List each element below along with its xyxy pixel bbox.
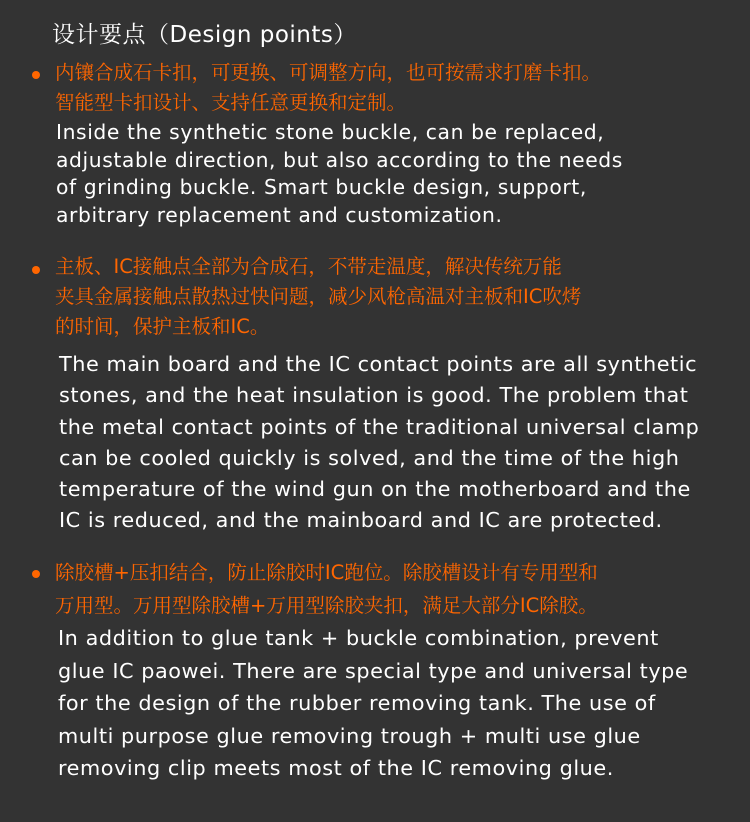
bullet-dot-icon — [32, 71, 40, 79]
chinese-line: 夹具金属接触点散热过快问题，减少风枪高温对主板和IC吹烤 — [55, 285, 582, 308]
english-line: The main board and the IC contact points are all synthetic — [59, 352, 698, 376]
point-chinese-text — [55, 252, 581, 342]
english-line: multi purpose glue removing trough + multi use glue — [58, 723, 641, 748]
point-chinese-text — [55, 58, 601, 118]
english-line: the metal contact points of the traditional universal clamp — [59, 414, 700, 439]
english-line: can be cooled quickly is solved, and the time of the high — [59, 445, 680, 470]
point-english-text — [59, 349, 699, 537]
chinese-line: 万用型。万用型除胶槽+万用型除胶夹扣，满足大部分IC除胶。 — [55, 594, 598, 617]
point-chinese-text — [55, 556, 598, 622]
english-line: for the design of the rubber removing tank. The use of — [58, 691, 656, 715]
english-line: of grinding buckle. Smart buckle design, support, — [56, 175, 587, 200]
chinese-line: 除胶槽+压扣结合，防止除胶时IC跑位。除胶槽设计有专用型和 — [55, 561, 598, 584]
english-line: temperature of the wind gun on the motherboard and the — [59, 477, 691, 502]
english-line: adjustable direction, but also according to the needs — [56, 147, 623, 172]
chinese-line: 主板、IC接触点全部为合成石，不带走温度，解决传统万能 — [55, 255, 562, 278]
english-line: IC is reduced, and the mainboard and IC are protected. — [59, 508, 663, 533]
bullet-dot-icon — [32, 570, 40, 578]
bullet-dot-icon — [32, 266, 40, 274]
chinese-line: 内镶合成石卡扣，可更换、可调整方向，也可按需求打磨卡扣。 — [55, 61, 602, 84]
chinese-line: 智能型卡扣设计、支持任意更换和定制。 — [55, 91, 407, 114]
english-line: arbitrary replacement and customization. — [56, 203, 503, 228]
section-title: 设计要点（Design points） — [52, 22, 357, 48]
english-line: stones, and the heat insulation is good. The problem that — [59, 383, 689, 408]
english-line: In addition to glue tank + buckle combination, prevent — [58, 626, 659, 650]
english-line: removing clip meets most of the IC removing glue. — [58, 756, 614, 780]
point-english-text — [56, 119, 623, 230]
english-line: glue IC paowei. There are special type and universal type — [58, 658, 689, 683]
english-line: Inside the synthetic stone buckle, can be replaced, — [56, 120, 605, 144]
point-english-text — [58, 622, 688, 785]
chinese-line: 的时间，保护主板和IC。 — [55, 315, 270, 338]
